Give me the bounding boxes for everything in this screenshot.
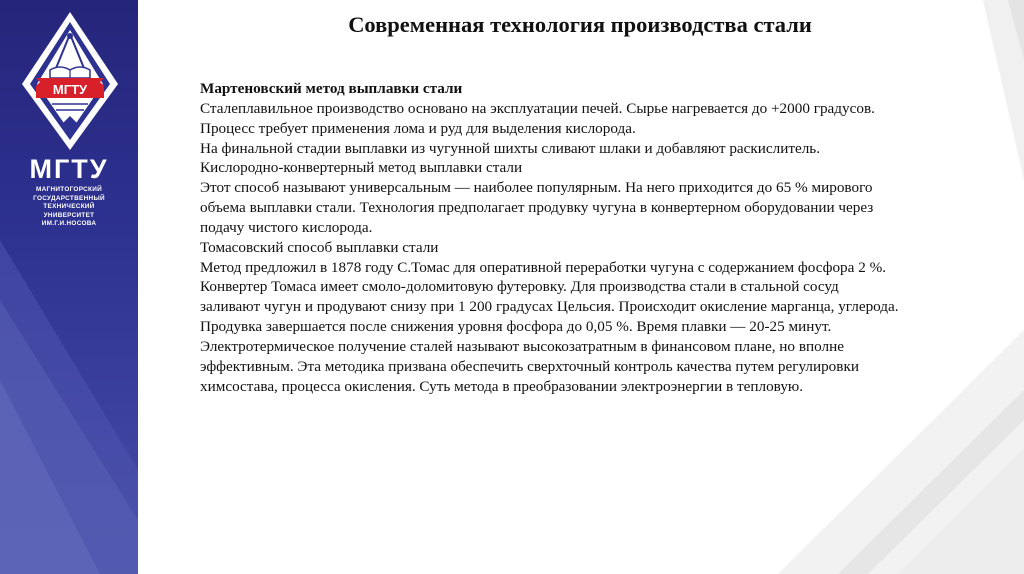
text-line: Этот способ называют универсальным — наиболее популярным. На него приходится до 65 % мирового xyxy=(200,179,873,197)
logo-text: МГТУ xyxy=(52,82,88,97)
university-logo-icon xyxy=(22,12,118,150)
slide-title: Современная технология производства стали xyxy=(348,12,812,37)
sidebar xyxy=(0,0,138,574)
university-name xyxy=(14,186,124,229)
text-line: Кислородно-конвертерный метод выплавки стали xyxy=(200,159,523,177)
text-line: Продувка завершается после снижения уровня фосфора до 0,05 %. Время плавки — 20-25 минут. xyxy=(200,318,832,336)
text-line: эффективным. Эта методика призвана обеспечить сверхточный контроль качества путем регулировки xyxy=(200,357,859,375)
text-line: химсостава, процесса окисления. Суть метода в преобразовании электроэнергии в тепловую. xyxy=(200,377,804,395)
brand-name: МГТУ xyxy=(29,154,109,184)
text-line: Сталеплавильное производство основано на эксплуатации печей. Сырье нагревается до +2000 градусов. xyxy=(200,99,875,117)
text-line: Процесс требует применения лома и руд для выделения кислорода. xyxy=(200,119,636,137)
text-line: Электротермическое получение сталей называют высокозатратным в финансовом плане, но вполне xyxy=(200,337,844,355)
text-line: Метод предложил в 1878 году С.Томас для оперативной переработки чугуна с содержанием фосфора 2 %. xyxy=(200,258,887,276)
university-line: УНИВЕРСИТЕТ xyxy=(43,211,95,219)
text-line: Томасовский способ выплавки стали xyxy=(200,238,439,256)
text-line: подачу чистого кислорода. xyxy=(200,218,373,236)
university-line: ИМ.Г.И.НОСОВА xyxy=(41,220,97,228)
university-line: ТЕХНИЧЕСКИЙ xyxy=(43,203,95,211)
university-line: МАГНИТОГОРСКИЙ xyxy=(36,186,102,193)
university-line: ГОСУДАРСТВЕННЫЙ xyxy=(33,194,105,202)
section-heading: Мартеновский метод выплавки стали xyxy=(200,80,463,97)
text-line: объема выплавки стали. Технология предполагает продувку чугуна в конвертерном оборудовании через xyxy=(200,199,874,217)
text-line: На финальной стадии выплавки из чугунной шихты сливают шлаки и добавляют раскислитель. xyxy=(200,139,821,157)
text-line: заливают чугун и продувают снизу при 1 200 градусах Цельсия. Происходит окисление марганца, углерода. xyxy=(200,298,899,316)
slide-body xyxy=(200,79,1000,397)
text-line: Конвертер Томаса имеет смоло-доломитовую футеровку. Для производства стали в стальной сосуд xyxy=(200,278,839,296)
